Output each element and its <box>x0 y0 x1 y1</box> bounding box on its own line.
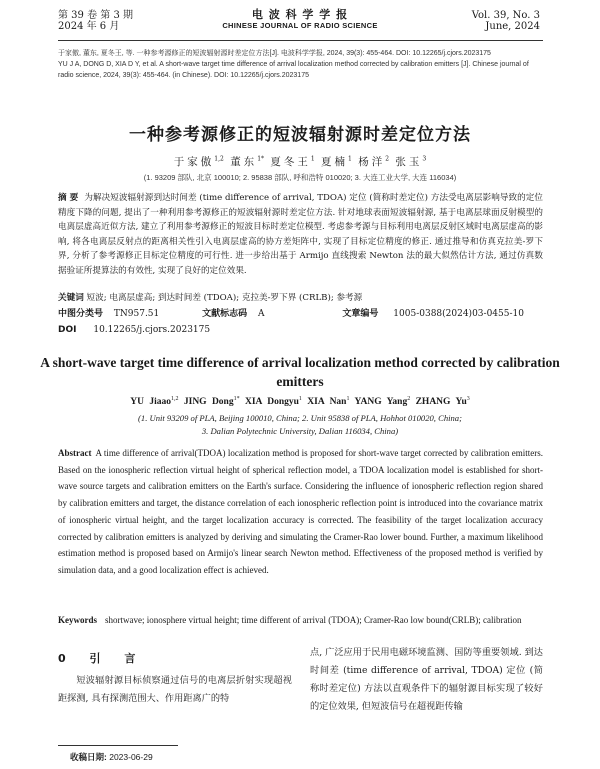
keywords-en-label: Keywords <box>58 615 97 625</box>
abstract-en-text: A time difference of arrival(TDOA) localization method is proposed for short-wave target corrected by calibration emitters. Based on the ionospheric reflection virtual height of spherical reflection model, a TDOA localization model is established for short-wave source targets and calibration emitters on the Earth's surface. Considering the influence of ionospheric reflection region shared by calibration emitters and target, the distance correlation of each ionospheric reflection point is introduced into the covariance matrix of ionospheric virtual height, and the target localization accuracy is corrected. The feasibility of the target localization accuracy corrected by calibration emitters is analyzed by deriving and simulating the Cramer-Rao lower bound. Further, a maximum likelihood estimation method is proposed based on Armijo's linear search Newton method. Effectiveness of the proposed method is verified by simulation data, and a good localization effect is achieved. <box>58 448 543 575</box>
citation-block <box>58 48 543 81</box>
abstract-cn-label: 摘 要 <box>58 193 79 203</box>
affiliation-en <box>0 412 600 438</box>
author-cn: 于家傲$^{1,2}$ <box>173 155 224 168</box>
footnote-divider <box>58 745 178 746</box>
received-date-label: 收稿日期: <box>70 752 107 762</box>
affiliation-en-line-1: (1. Unit 93209 of PLA, Beijing 100010, China; 2. Unit 95838 of PLA, Hohhot 010020, China; <box>138 413 462 423</box>
journal-title-cn: 电 波 科 学 学 报 <box>251 8 349 21</box>
doc-code-label: 文献标志码 <box>202 309 248 319</box>
affiliation-cn: (1. 93209 部队, 北京 100010; 2. 95838 部队, 呼和浩特 010020; 3. 大连工业大学, 大连 116034) <box>143 173 457 182</box>
doi-row <box>58 324 543 336</box>
author-cn: 夏冬王$^1$ <box>270 155 315 168</box>
authors-cn <box>0 154 600 169</box>
paper-title-en: A short-wave target time difference of arrival localization method corrected by calibration emitters <box>40 355 560 389</box>
doi-value[interactable]: 10.12265/j.cjors.2023175 <box>93 325 211 335</box>
citation-line-3: radio science, 2024, 39(3): 455-464. (in Chinese). DOI: 10.12265/j.cjors.2023175 <box>58 72 309 79</box>
authors-en <box>0 396 600 407</box>
citation-line-2: YU J A, DONG D, XIA D Y, et al. A short-wave target time difference of arrival localization method corrected by calibration emitters [J]. Chinese journal of <box>58 61 529 68</box>
clc-value: TN957.51 <box>113 309 160 319</box>
date-en: June, 2024 <box>485 21 540 32</box>
author-en: YANG Yang$^2$ <box>354 396 411 408</box>
classification-row <box>58 308 543 320</box>
article-number-value: 1005-0388(2024)03-0455-10 <box>393 309 524 319</box>
intro-left-column: 短波辐射源目标侦察通过信号的电离层折射实现超视距探测, 具有探测范围大、作用距离广的特 <box>58 675 292 704</box>
author-en: YU Jiaao$^{1,2}$ <box>130 396 179 408</box>
date-cn: 2024 年 6 月 <box>58 21 120 32</box>
intro-right-column: 点, 广泛应用于民用电磁环境监测、国防等重要领域. 到达时间差 (time difference of arrival, TDOA) 定位 (简称时差定位) 方法以直观条件下的辐射源目标实现了较好的定位效果, 但短波信号在超视距传输 <box>310 647 543 712</box>
abstract-cn-text: 为解决短波辐射源到达时间差 (time difference of arrival, TDOA) 定位 (简称时差定位) 方法受电离层影响导致的定位精度下降的问题, 提出了一种利用参考源修正的短波辐射源时差定位方法. 针对地球表面短波辐射源, 基于电离层球面反射模型的电离层虚高近似方法, 建立了利用参考源修正的短波目标时差定位模型. 考虑参考源与目标利用电离层反射区域时电离层虚高的影响, 将各电离层反射点的距离相关性引入电离层虚高的协方差矩阵中, 实现了目标定位精度的修正. 通过推导和仿真克拉美-罗下界, 分析了参考源修正目标定位精度的可行性. 进一步给出基于 Armijo 直线搜索 Newton 法的最大似然估计方法, 通过仿真数据验证所提算法的有效性, 实现了良好的定位效果. <box>58 193 544 276</box>
paper-title-cn: 一种参考源修正的短波辐射源时差定位方法 <box>129 125 471 145</box>
received-date <box>70 751 153 763</box>
author-en: XIA Dongyu$^1$ <box>244 396 302 408</box>
author-cn: 董东$^{1*}$ <box>230 155 265 168</box>
author-cn: 张玉$^3$ <box>395 155 427 168</box>
header-volume-en <box>472 10 540 32</box>
keywords-en-text: shortwave; ionosphere virtual height; time different of arrival (TDOA); Cramer-Rao low bound(CRLB); calibration <box>105 615 522 625</box>
doi-label: DOI <box>58 325 77 335</box>
volume-en: Vol. 39, No. 3 <box>471 10 540 21</box>
keywords-en <box>58 612 543 629</box>
doc-code-value: A <box>258 309 265 319</box>
keywords-cn-text: 短波; 电离层虚高; 到达时间差 (TDOA); 克拉美-罗下界 (CRLB); 参考源 <box>86 293 363 303</box>
author-en: JING Dong$^{1*}$ <box>183 396 240 408</box>
abstract-en <box>58 445 543 579</box>
author-en: XIA Nan$^1$ <box>307 396 350 408</box>
section-heading-intro: 0 引 言 <box>58 652 146 665</box>
journal-title-en: CHINESE JOURNAL OF RADIO SCIENCE <box>222 21 378 30</box>
clc-label: 中图分类号 <box>58 309 104 319</box>
abstract-en-label: Abstract <box>58 448 92 458</box>
article-number-label: 文章编号 <box>342 309 379 319</box>
keywords-cn <box>58 292 543 305</box>
keywords-cn-label: 关键词 <box>58 293 84 303</box>
received-date-value: 2023-06-29 <box>109 752 153 762</box>
volume-cn: 第 39 卷 第 3 期 <box>58 10 133 21</box>
citation-line-1: 于家傲, 董东, 夏冬王, 等. 一种参考源修正的短波辐射源时差定位方法[J]. 电波科学学报, 2024, 39(3): 455-464. DOI: 10.12265/j.cjors.2023175 <box>58 50 491 57</box>
abstract-cn <box>58 191 543 278</box>
author-cn: 杨洋$^2$ <box>358 155 390 168</box>
header-divider <box>58 40 543 41</box>
affiliation-en-line-2: 3. Dalian Polytechnic University, Dalian 116034, China) <box>201 426 399 436</box>
author-cn: 夏楠$^1$ <box>321 155 352 168</box>
author-en: ZHANG Yu$^3$ <box>415 396 470 408</box>
